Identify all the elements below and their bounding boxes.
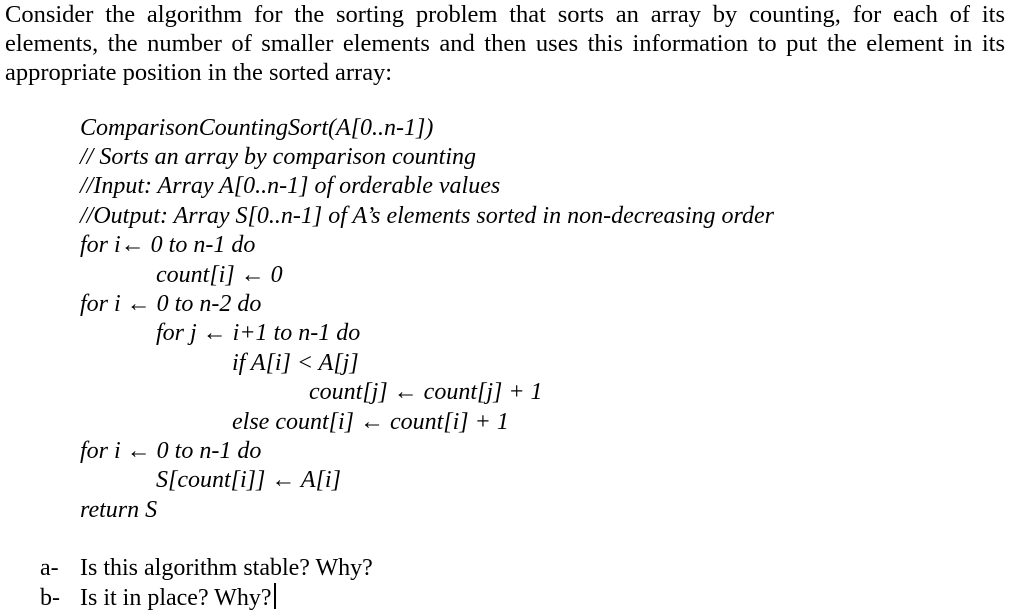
question-item: [40, 583, 373, 613]
pseudocode-line-input: //Input: Array A[0..n-1] of orderable values: [80, 173, 501, 199]
problem-statement-line: elements, the number of smaller elements and then uses this information to put the element in its: [5, 30, 1005, 57]
pseudocode-line-signature: ComparisonCountingSort(A[0..n-1]): [80, 115, 434, 141]
pseudocode-line-output: //Output: Array S[0..n-1] of A’s elements sorted in non-decreasing order: [80, 203, 774, 229]
problem-statement-line: appropriate position in the sorted array:: [5, 59, 393, 86]
question-item: [40, 553, 373, 583]
problem-statement-line: Consider the algorithm for the sorting problem that sorts an array by counting, for each of its: [5, 1, 1005, 28]
pseudocode-line-then: count[j] ← count[j] + 1: [309, 379, 543, 405]
pseudocode-line-else: else count[i] ← count[i] + 1: [232, 409, 509, 435]
pseudocode-line-outer-loop: for i ← 0 to n-2 do: [80, 291, 262, 317]
question-marker: a-: [40, 555, 59, 581]
pseudocode-line-loop-init: for i← 0 to n-1 do: [80, 232, 256, 258]
question-marker: b-: [40, 585, 60, 611]
problem-statement: [5, 0, 1005, 87]
pseudocode-line-place-body: S[count[i]] ← A[i]: [156, 467, 341, 493]
pseudocode-line-return: return S: [80, 497, 158, 523]
question-text: Is this algorithm stable? Why?: [80, 555, 373, 581]
text-cursor: [274, 583, 276, 609]
pseudocode-line-comment: // Sorts an array by comparison counting: [80, 144, 476, 170]
question-text: Is it in place? Why?: [80, 585, 272, 611]
pseudocode-line-place-loop: for i ← 0 to n-1 do: [80, 438, 262, 464]
pseudocode-line-inner-loop: for j ← i+1 to n-1 do: [156, 320, 361, 346]
questions-list: [40, 553, 373, 613]
pseudocode-line-if: if A[i] < A[j]: [232, 350, 359, 376]
pseudocode-line-init-body: count[i] ← 0: [156, 262, 283, 288]
